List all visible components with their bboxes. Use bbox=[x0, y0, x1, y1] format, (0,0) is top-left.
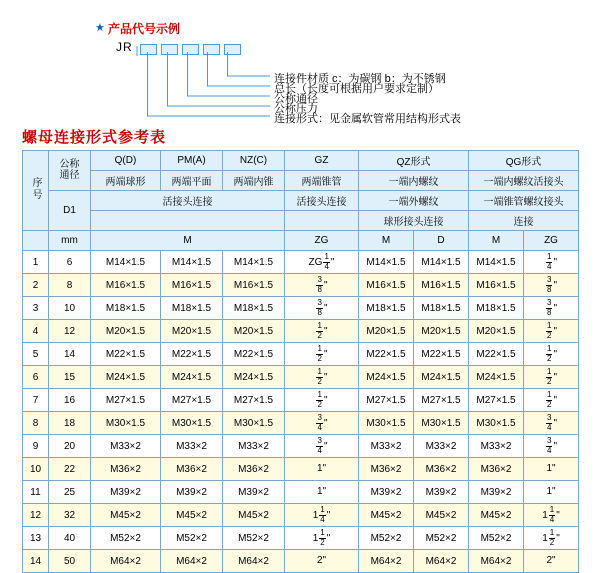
star-icon: ★ bbox=[95, 22, 105, 34]
header-shape-qz: 一端内螺纹 bbox=[359, 171, 469, 191]
cell-dn: 8 bbox=[49, 274, 91, 297]
cell-seq: 14 bbox=[23, 550, 49, 573]
header-code-nz: NZ(C) bbox=[223, 151, 285, 171]
cell-seq: 13 bbox=[23, 527, 49, 550]
legend-label-material: 连接件材质 c：为碳钢 b：为不锈钢 bbox=[274, 73, 446, 85]
cell-qz-m: M27×1.5 bbox=[359, 389, 414, 412]
cell-seq: 10 bbox=[23, 458, 49, 481]
cell-qz-d: M14×1.5 bbox=[414, 251, 469, 274]
header-conn-qg: 一端锥管螺纹接头 bbox=[469, 191, 579, 211]
cell-pm: M64×2 bbox=[161, 550, 223, 573]
cell-dn: 25 bbox=[49, 481, 91, 504]
table-header bbox=[23, 151, 579, 251]
cell-qz-d: M18×1.5 bbox=[414, 297, 469, 320]
cell-qg-zg: 1 $\frac{1}{4}$ " bbox=[524, 504, 579, 527]
table-row bbox=[23, 251, 579, 274]
cell-qg-zg: $\frac{1}{2}$ " bbox=[524, 343, 579, 366]
header-row-codes bbox=[23, 151, 579, 171]
cell-qz-d: M45×2 bbox=[414, 504, 469, 527]
header-unit-qz-d: D bbox=[414, 231, 469, 251]
cell-qg-zg: 1" bbox=[524, 458, 579, 481]
cell-dn: 40 bbox=[49, 527, 91, 550]
table-row bbox=[23, 458, 579, 481]
cell-qg-m: M36×2 bbox=[469, 458, 524, 481]
cell-qz-d: M27×1.5 bbox=[414, 389, 469, 412]
cell-pm: M22×1.5 bbox=[161, 343, 223, 366]
cell-gz: $\frac{1}{2}$ " bbox=[285, 320, 359, 343]
table-row bbox=[23, 527, 579, 550]
header-conn-qz2: 球形接头连接 bbox=[359, 211, 469, 231]
cell-qg-zg: $\frac{3}{4}$ " bbox=[524, 412, 579, 435]
cell-seq: 11 bbox=[23, 481, 49, 504]
cell-gz: $\frac{3}{8}$ " bbox=[285, 274, 359, 297]
nut-connection-table bbox=[22, 150, 579, 573]
table-row bbox=[23, 297, 579, 320]
cell-pm: M14×1.5 bbox=[161, 251, 223, 274]
cell-seq: 3 bbox=[23, 297, 49, 320]
cell-nz: M27×1.5 bbox=[223, 389, 285, 412]
table-row bbox=[23, 481, 579, 504]
cell-qg-m: M22×1.5 bbox=[469, 343, 524, 366]
cell-q: M45×2 bbox=[91, 504, 161, 527]
cell-seq: 4 bbox=[23, 320, 49, 343]
cell-qz-d: M39×2 bbox=[414, 481, 469, 504]
cell-qz-d: M16×1.5 bbox=[414, 274, 469, 297]
header-code-qg: QG形式 bbox=[469, 151, 579, 171]
cell-gz: $\frac{3}{4}$ " bbox=[285, 412, 359, 435]
cell-nz: M14×1.5 bbox=[223, 251, 285, 274]
cell-qg-m: M39×2 bbox=[469, 481, 524, 504]
cell-gz: 1" bbox=[285, 481, 359, 504]
cell-qg-zg: $\frac{3}{8}$ " bbox=[524, 274, 579, 297]
cell-nz: M20×1.5 bbox=[223, 320, 285, 343]
table-row bbox=[23, 550, 579, 573]
header-code-pm: PM(A) bbox=[161, 151, 223, 171]
cell-qg-zg: $\frac{1}{2}$ " bbox=[524, 320, 579, 343]
cell-dn: 16 bbox=[49, 389, 91, 412]
cell-qz-m: M45×2 bbox=[359, 504, 414, 527]
cell-qz-d: M64×2 bbox=[414, 550, 469, 573]
cell-q: M33×2 bbox=[91, 435, 161, 458]
cell-qz-d: M22×1.5 bbox=[414, 343, 469, 366]
cell-gz: $\frac{3}{4}$ " bbox=[285, 435, 359, 458]
header-seq bbox=[23, 151, 49, 231]
cell-qz-m: M20×1.5 bbox=[359, 320, 414, 343]
cell-dn: 14 bbox=[49, 343, 91, 366]
cell-qg-m: M64×2 bbox=[469, 550, 524, 573]
cell-gz: 1" bbox=[285, 458, 359, 481]
header-shape-q: 两端球形 bbox=[91, 171, 161, 191]
table-row bbox=[23, 435, 579, 458]
cell-gz: $\frac{1}{2}$ " bbox=[285, 389, 359, 412]
cell-nz: M24×1.5 bbox=[223, 366, 285, 389]
header-dn bbox=[49, 151, 91, 191]
cell-seq: 1 bbox=[23, 251, 49, 274]
code-prefix: JR bbox=[116, 40, 133, 54]
cell-pm: M20×1.5 bbox=[161, 320, 223, 343]
cell-dn: 50 bbox=[49, 550, 91, 573]
cell-nz: M45×2 bbox=[223, 504, 285, 527]
cell-gz: ZG $\frac{1}{4}$ " bbox=[285, 251, 359, 274]
legend-label-nominal-diameter: 公称通径 bbox=[274, 93, 318, 105]
cell-qg-m: M14×1.5 bbox=[469, 251, 524, 274]
cell-dn: 22 bbox=[49, 458, 91, 481]
cell-qg-zg: 1 $\frac{1}{2}$ " bbox=[524, 527, 579, 550]
cell-qg-m: M24×1.5 bbox=[469, 366, 524, 389]
cell-seq: 7 bbox=[23, 389, 49, 412]
cell-nz: M36×2 bbox=[223, 458, 285, 481]
cell-qz-m: M16×1.5 bbox=[359, 274, 414, 297]
table-row bbox=[23, 389, 579, 412]
header-unit-m: M bbox=[91, 231, 285, 251]
cell-qz-d: M52×2 bbox=[414, 527, 469, 550]
header-conn-qg2: 连接 bbox=[469, 211, 579, 231]
cell-qg-m: M27×1.5 bbox=[469, 389, 524, 412]
cell-q: M22×1.5 bbox=[91, 343, 161, 366]
cell-pm: M39×2 bbox=[161, 481, 223, 504]
table-row bbox=[23, 366, 579, 389]
cell-qg-zg: $\frac{3}{8}$ " bbox=[524, 297, 579, 320]
cell-q: M36×2 bbox=[91, 458, 161, 481]
cell-q: M52×2 bbox=[91, 527, 161, 550]
cell-qz-m: M30×1.5 bbox=[359, 412, 414, 435]
cell-qz-m: M22×1.5 bbox=[359, 343, 414, 366]
header-shape-qg: 一端内螺纹活接头 bbox=[469, 171, 579, 191]
header-dn-label: 公称通径 bbox=[59, 159, 80, 181]
cell-dn: 20 bbox=[49, 435, 91, 458]
header-row-shapes bbox=[23, 171, 579, 191]
cell-qg-zg: 2" bbox=[524, 550, 579, 573]
header-d1: D1 bbox=[49, 191, 91, 231]
cell-qg-zg: 1" bbox=[524, 481, 579, 504]
cell-qg-zg: $\frac{1}{4}$ " bbox=[524, 251, 579, 274]
header-code-q: Q(D) bbox=[91, 151, 161, 171]
legend-label-nominal-pressure: 公称压力 bbox=[274, 103, 318, 115]
cell-dn: 15 bbox=[49, 366, 91, 389]
cell-gz: $\frac{1}{2}$ " bbox=[285, 366, 359, 389]
cell-qg-zg: $\frac{1}{2}$ " bbox=[524, 389, 579, 412]
cell-gz: $\frac{1}{2}$ " bbox=[285, 343, 359, 366]
table-row bbox=[23, 412, 579, 435]
cell-q: M27×1.5 bbox=[91, 389, 161, 412]
product-code-legend bbox=[0, 0, 600, 125]
header-blank-gz bbox=[285, 211, 359, 231]
cell-qz-m: M33×2 bbox=[359, 435, 414, 458]
cell-pm: M24×1.5 bbox=[161, 366, 223, 389]
cell-dn: 18 bbox=[49, 412, 91, 435]
header-row-connection bbox=[23, 191, 579, 211]
cell-pm: M45×2 bbox=[161, 504, 223, 527]
cell-nz: M22×1.5 bbox=[223, 343, 285, 366]
cell-qz-d: M24×1.5 bbox=[414, 366, 469, 389]
cell-qg-m: M18×1.5 bbox=[469, 297, 524, 320]
cell-q: M16×1.5 bbox=[91, 274, 161, 297]
cell-pm: M36×2 bbox=[161, 458, 223, 481]
cell-pm: M18×1.5 bbox=[161, 297, 223, 320]
cell-qg-zg: $\frac{3}{4}$ " bbox=[524, 435, 579, 458]
cell-qz-d: M20×1.5 bbox=[414, 320, 469, 343]
header-shape-gz: 两端锥管 bbox=[285, 171, 359, 191]
cell-qz-m: M18×1.5 bbox=[359, 297, 414, 320]
header-code-gz: GZ bbox=[285, 151, 359, 171]
cell-qz-d: M30×1.5 bbox=[414, 412, 469, 435]
cell-pm: M27×1.5 bbox=[161, 389, 223, 412]
header-unit-qg-zg: ZG bbox=[524, 231, 579, 251]
cell-qg-m: M30×1.5 bbox=[469, 412, 524, 435]
cell-gz: 2" bbox=[285, 550, 359, 573]
table-row bbox=[23, 504, 579, 527]
header-unit-qz-m: M bbox=[359, 231, 414, 251]
header-unit-zg: ZG bbox=[285, 231, 359, 251]
header-shape-nz: 两端内锥 bbox=[223, 171, 285, 191]
legend-title: 产品代号示例 bbox=[108, 22, 181, 36]
header-blank-left bbox=[91, 211, 285, 231]
cell-pm: M30×1.5 bbox=[161, 412, 223, 435]
page-title: 螺母连接形式参考表 bbox=[22, 129, 167, 146]
cell-q: M24×1.5 bbox=[91, 366, 161, 389]
cell-qz-m: M24×1.5 bbox=[359, 366, 414, 389]
cell-dn: 32 bbox=[49, 504, 91, 527]
header-row-units bbox=[23, 231, 579, 251]
header-code-qz: QZ形式 bbox=[359, 151, 469, 171]
cell-qz-m: M39×2 bbox=[359, 481, 414, 504]
header-conn-qz: 一端外螺纹 bbox=[359, 191, 469, 211]
legend-label-connection-type: 连接形式：见金属软管常用结构形式表 bbox=[274, 113, 461, 125]
table-row bbox=[23, 274, 579, 297]
header-row-connection2 bbox=[23, 211, 579, 231]
header-conn-left: 活接头连接 bbox=[91, 191, 285, 211]
cell-pm: M52×2 bbox=[161, 527, 223, 550]
cell-q: M14×1.5 bbox=[91, 251, 161, 274]
cell-dn: 6 bbox=[49, 251, 91, 274]
table-body bbox=[23, 251, 579, 573]
header-unit-qg-m: M bbox=[469, 231, 524, 251]
cell-pm: M16×1.5 bbox=[161, 274, 223, 297]
table-row bbox=[23, 320, 579, 343]
cell-dn: 12 bbox=[49, 320, 91, 343]
cell-dn: 10 bbox=[49, 297, 91, 320]
cell-qg-m: M16×1.5 bbox=[469, 274, 524, 297]
header-unit-blank bbox=[23, 231, 49, 251]
cell-gz: 1 $\frac{1}{2}$ " bbox=[285, 527, 359, 550]
cell-nz: M39×2 bbox=[223, 481, 285, 504]
cell-qg-m: M20×1.5 bbox=[469, 320, 524, 343]
cell-qg-m: M33×2 bbox=[469, 435, 524, 458]
cell-qg-m: M52×2 bbox=[469, 527, 524, 550]
table-row bbox=[23, 343, 579, 366]
cell-qg-m: M45×2 bbox=[469, 504, 524, 527]
cell-qz-d: M33×2 bbox=[414, 435, 469, 458]
cell-gz: 1 $\frac{1}{4}$ " bbox=[285, 504, 359, 527]
cell-q: M39×2 bbox=[91, 481, 161, 504]
cell-qz-m: M36×2 bbox=[359, 458, 414, 481]
cell-nz: M52×2 bbox=[223, 527, 285, 550]
cell-q: M30×1.5 bbox=[91, 412, 161, 435]
cell-nz: M30×1.5 bbox=[223, 412, 285, 435]
cell-q: M64×2 bbox=[91, 550, 161, 573]
cell-qz-d: M36×2 bbox=[414, 458, 469, 481]
cell-seq: 12 bbox=[23, 504, 49, 527]
cell-qg-zg: $\frac{1}{2}$ " bbox=[524, 366, 579, 389]
cell-q: M20×1.5 bbox=[91, 320, 161, 343]
cell-qz-m: M64×2 bbox=[359, 550, 414, 573]
cell-qz-m: M52×2 bbox=[359, 527, 414, 550]
legend-label-length: 总长（长度可根据用户要求定制） bbox=[274, 83, 439, 95]
cell-qz-m: M14×1.5 bbox=[359, 251, 414, 274]
cell-seq: 2 bbox=[23, 274, 49, 297]
header-seq-label: 序号 bbox=[30, 177, 41, 201]
cell-gz: $\frac{3}{8}$ " bbox=[285, 297, 359, 320]
cell-nz: M16×1.5 bbox=[223, 274, 285, 297]
cell-seq: 8 bbox=[23, 412, 49, 435]
cell-seq: 5 bbox=[23, 343, 49, 366]
header-shape-pm: 两端平面 bbox=[161, 171, 223, 191]
cell-seq: 6 bbox=[23, 366, 49, 389]
cell-nz: M18×1.5 bbox=[223, 297, 285, 320]
cell-pm: M33×2 bbox=[161, 435, 223, 458]
cell-nz: M33×2 bbox=[223, 435, 285, 458]
cell-seq: 9 bbox=[23, 435, 49, 458]
cell-q: M18×1.5 bbox=[91, 297, 161, 320]
cell-nz: M64×2 bbox=[223, 550, 285, 573]
header-conn-gz: 活接头连接 bbox=[285, 191, 359, 211]
header-unit-mm: mm bbox=[49, 231, 91, 251]
